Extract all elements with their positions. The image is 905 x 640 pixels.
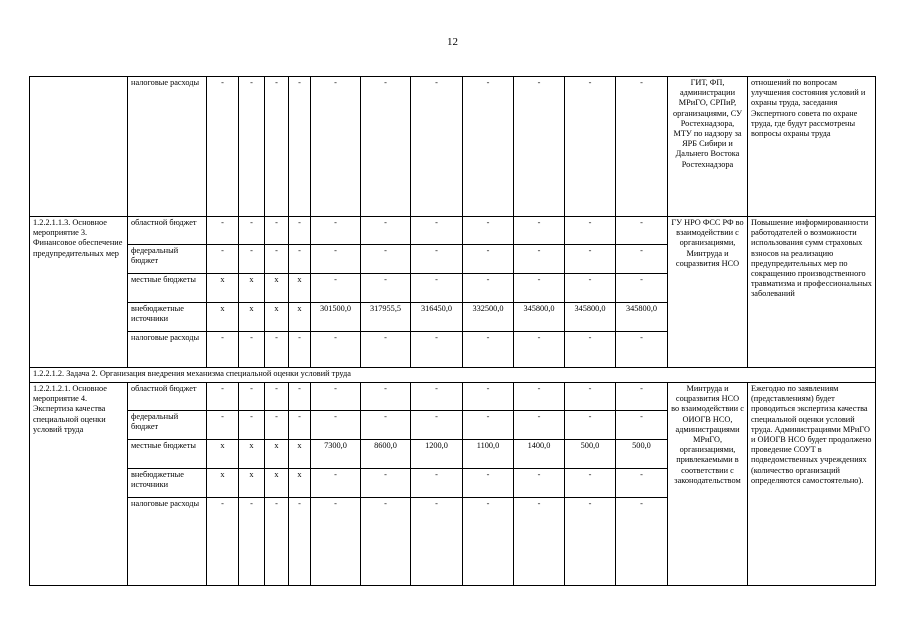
value-cell: - xyxy=(289,245,311,274)
table-row xyxy=(30,383,876,411)
value-cell: - xyxy=(565,274,616,303)
executor-cell: ГУ НРО ФСС РФ во взаимодействии с организациями, Минтруда и соцразвития НСО xyxy=(668,217,748,368)
value-cell: - xyxy=(239,77,265,217)
value-cell: - xyxy=(239,245,265,274)
value-cell: - xyxy=(463,383,514,411)
value-cell: 500,0 xyxy=(565,440,616,469)
value-cell: - xyxy=(311,411,361,440)
value-cell: - xyxy=(361,217,411,245)
result-cell: Повышение информированности работодателей о возможности использования сумм страховых взносов на реализацию предупредительных мер по сокращению производственного травматизма и профессиональных заболеваний xyxy=(748,217,876,368)
value-cell: - xyxy=(239,332,265,368)
block-3 xyxy=(30,383,876,586)
value-cell: - xyxy=(265,217,289,245)
value-cell: 8600,0 xyxy=(361,440,411,469)
value-cell: - xyxy=(514,498,565,586)
value-cell: 345800,0 xyxy=(565,303,616,332)
value-cell: х xyxy=(207,469,239,498)
source-cell: федеральный бюджет xyxy=(128,411,207,440)
table-row xyxy=(30,217,876,245)
value-cell: - xyxy=(514,332,565,368)
value-cell: - xyxy=(411,77,463,217)
value-cell: - xyxy=(207,383,239,411)
value-cell: 317955,5 xyxy=(361,303,411,332)
value-cell: х xyxy=(239,303,265,332)
executor-cell: Минтруда и соцразвития НСО во взаимодействии с ОИОГВ НСО, администрациями МРиГО, организациями, привлекаемыми в соответствии с законодательством xyxy=(668,383,748,586)
value-cell: - xyxy=(289,77,311,217)
value-cell: 1100,0 xyxy=(463,440,514,469)
page-number: 12 xyxy=(447,36,458,48)
value-cell: - xyxy=(514,469,565,498)
value-cell: - xyxy=(411,332,463,368)
result-cell: Ежегодно по заявлениям (представлениям) будет проводиться экспертиза качества специальной оценки условий труда. Администрациями МРиГО и ОИОГВ НСО будет продолжено проведение СОУТ в подведомственных учреждениях (количество организаций определяются самостоятельно). xyxy=(748,383,876,586)
value-cell: - xyxy=(207,245,239,274)
value-cell: - xyxy=(311,498,361,586)
result-cell: отношений по вопросам улучшения состояния условий и охраны труда, заседания Экспертного совета по охране труда, где будут рассмотрены вопросы охраны труда xyxy=(748,77,876,217)
value-cell: - xyxy=(265,245,289,274)
value-cell: - xyxy=(411,245,463,274)
value-cell: - xyxy=(565,498,616,586)
value-cell: - xyxy=(411,498,463,586)
value-cell: х xyxy=(289,440,311,469)
value-cell: х xyxy=(207,303,239,332)
value-cell: - xyxy=(514,217,565,245)
value-cell: х xyxy=(207,440,239,469)
value-cell: х xyxy=(289,469,311,498)
value-cell: - xyxy=(239,383,265,411)
value-cell: - xyxy=(565,245,616,274)
task-row xyxy=(30,368,876,383)
value-cell: х xyxy=(239,440,265,469)
value-cell: - xyxy=(265,411,289,440)
source-cell: налоговые расходы xyxy=(128,332,207,368)
value-cell: - xyxy=(565,383,616,411)
value-cell: - xyxy=(207,217,239,245)
source-cell: внебюджетные источники xyxy=(128,469,207,498)
value-cell: - xyxy=(565,411,616,440)
value-cell: 500,0 xyxy=(616,440,668,469)
value-cell: - xyxy=(616,469,668,498)
value-cell: - xyxy=(311,383,361,411)
source-cell: внебюджетные источники xyxy=(128,303,207,332)
value-cell: - xyxy=(311,245,361,274)
value-cell: х xyxy=(207,274,239,303)
value-cell: - xyxy=(239,217,265,245)
measure-cell: 1.2.2.1.2.1. Основное мероприятие 4. Экспертиза качества специальной оценки условий труда xyxy=(30,383,128,586)
value-cell: - xyxy=(289,217,311,245)
value-cell: - xyxy=(463,498,514,586)
value-cell: - xyxy=(463,274,514,303)
value-cell: - xyxy=(616,77,668,217)
value-cell: - xyxy=(361,77,411,217)
value-cell: - xyxy=(514,274,565,303)
value-cell: - xyxy=(311,332,361,368)
value-cell: 316450,0 xyxy=(411,303,463,332)
value-cell: - xyxy=(463,469,514,498)
value-cell: - xyxy=(616,217,668,245)
value-cell: - xyxy=(265,383,289,411)
value-cell: - xyxy=(616,245,668,274)
value-cell: - xyxy=(361,411,411,440)
value-cell: - xyxy=(265,332,289,368)
value-cell: - xyxy=(207,332,239,368)
source-cell: налоговые расходы xyxy=(128,498,207,586)
value-cell: - xyxy=(361,274,411,303)
value-cell: 345800,0 xyxy=(616,303,668,332)
value-cell: - xyxy=(514,383,565,411)
source-cell: налоговые расходы xyxy=(128,77,207,217)
value-cell: - xyxy=(361,498,411,586)
program-table xyxy=(29,76,876,586)
value-cell: - xyxy=(361,245,411,274)
source-cell: областной бюджет xyxy=(128,383,207,411)
value-cell: - xyxy=(463,77,514,217)
value-cell: - xyxy=(411,217,463,245)
value-cell: 7300,0 xyxy=(311,440,361,469)
value-cell: х xyxy=(239,274,265,303)
value-cell: - xyxy=(463,411,514,440)
value-cell: х xyxy=(239,469,265,498)
value-cell: - xyxy=(616,383,668,411)
value-cell: - xyxy=(616,332,668,368)
block-1 xyxy=(30,77,876,217)
executor-cell: ГИТ, ФП, администрации МРиГО, СРПиР, организациями, СУ Ростехнадзора, МТУ по надзору за ЯРБ Сибири и Дальнего Востока Ростехнадзора xyxy=(668,77,748,217)
measure-cell: 1.2.2.1.1.3. Основное мероприятие 3. Финансовое обеспечение предупредительных мер xyxy=(30,217,128,368)
value-cell: - xyxy=(411,383,463,411)
value-cell: 1200,0 xyxy=(411,440,463,469)
value-cell: - xyxy=(361,383,411,411)
value-cell: - xyxy=(565,77,616,217)
value-cell: - xyxy=(207,411,239,440)
value-cell: - xyxy=(265,77,289,217)
value-cell: - xyxy=(311,217,361,245)
value-cell: - xyxy=(361,469,411,498)
value-cell: - xyxy=(207,77,239,217)
value-cell: - xyxy=(565,217,616,245)
value-cell: х xyxy=(265,303,289,332)
value-cell: - xyxy=(463,245,514,274)
source-cell: местные бюджеты xyxy=(128,274,207,303)
value-cell: - xyxy=(565,469,616,498)
measure-cell xyxy=(30,77,128,217)
task-section xyxy=(30,368,876,383)
value-cell: - xyxy=(207,498,239,586)
value-cell: - xyxy=(289,332,311,368)
value-cell: - xyxy=(239,411,265,440)
value-cell: - xyxy=(411,274,463,303)
value-cell: - xyxy=(289,411,311,440)
value-cell: х xyxy=(265,274,289,303)
value-cell: 332500,0 xyxy=(463,303,514,332)
source-cell: местные бюджеты xyxy=(128,440,207,469)
task-heading: 1.2.2.1.2. Задача 2. Организация внедрения механизма специальной оценки условий труда xyxy=(30,368,876,383)
value-cell: - xyxy=(361,332,411,368)
value-cell: - xyxy=(411,411,463,440)
value-cell: х xyxy=(265,469,289,498)
value-cell: - xyxy=(239,498,265,586)
table-row xyxy=(30,77,876,217)
value-cell: - xyxy=(616,274,668,303)
value-cell: - xyxy=(514,411,565,440)
value-cell: х xyxy=(265,440,289,469)
value-cell: - xyxy=(463,332,514,368)
value-cell: х xyxy=(289,303,311,332)
value-cell: 1400,0 xyxy=(514,440,565,469)
value-cell: - xyxy=(311,274,361,303)
source-cell: областной бюджет xyxy=(128,217,207,245)
value-cell: - xyxy=(514,245,565,274)
value-cell: - xyxy=(311,77,361,217)
value-cell: - xyxy=(265,498,289,586)
value-cell: х xyxy=(289,274,311,303)
value-cell: - xyxy=(565,332,616,368)
value-cell: - xyxy=(616,498,668,586)
value-cell: 301500,0 xyxy=(311,303,361,332)
value-cell: - xyxy=(463,217,514,245)
value-cell: - xyxy=(411,469,463,498)
source-cell: федеральный бюджет xyxy=(128,245,207,274)
value-cell: - xyxy=(311,469,361,498)
value-cell: 345800,0 xyxy=(514,303,565,332)
value-cell: - xyxy=(514,77,565,217)
value-cell: - xyxy=(616,411,668,440)
value-cell: - xyxy=(289,498,311,586)
value-cell: - xyxy=(289,383,311,411)
block-2 xyxy=(30,217,876,368)
